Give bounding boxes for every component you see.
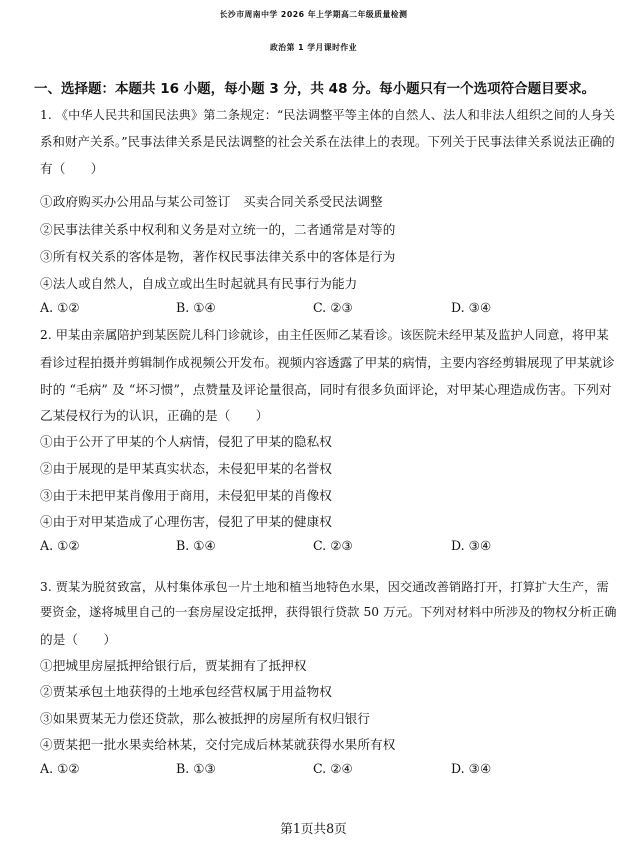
- statement-3: ③由于未把甲某肖像用于商用，未侵犯甲某的肖像权: [40, 488, 332, 503]
- statement-2: ②由于展现的是甲某真实状态，未侵犯甲某的名誉权: [40, 461, 332, 476]
- option-b: B. ①④: [176, 300, 216, 315]
- statement-4: ④贾某把一批水果卖给林某，交付完成后林某就获得水果所有权: [40, 737, 396, 752]
- question-stem-line: 看诊过程拍摄并剪辑制作成视频公开发布。视频内容透露了甲某的病情，主要内容经剪辑展现了甲某就诊: [40, 355, 615, 370]
- option-a: A. ①②: [40, 538, 80, 553]
- option-c: C. ②③: [313, 300, 353, 315]
- statement-1: ①政府购买办公用品与某公司签订 买卖合同关系受民法调整: [40, 194, 383, 209]
- question-stem-line: 时的 “毛病” 及 “坏习惯”，点赞量及评论量很高，同时有很多负面评论，对甲某心理造成伤害。下列对: [40, 382, 612, 397]
- question-stem-line: 有（ ）: [40, 161, 104, 176]
- question-stem-line: 系和财产关系。”民事法律关系是民法调整的社会关系在法律上的表现。下列关于民事法律关系说法正确的: [40, 134, 615, 149]
- statement-4: ④法人或自然人，自成立或出生时起就具有民事行为能力: [40, 276, 358, 291]
- exam-title: 长沙市周南中学 2026 年上学期高二年级质量检测: [219, 10, 408, 19]
- statement-3: ③如果贾某无力偿还贷款，那么被抵押的房屋所有权归银行: [40, 711, 371, 726]
- page-number: 第1页共8页: [280, 821, 347, 836]
- question-stem-line: 2. 甲某由亲属陪护到某医院儿科门诊就诊，由主任医师乙某看诊。该医院未经甲某及监护人同意，将甲某: [40, 328, 609, 342]
- statement-4: ④由于对甲某造成了心理伤害，侵犯了甲某的健康权: [40, 514, 332, 529]
- option-d: D. ③④: [451, 538, 492, 553]
- option-a: A. ①②: [40, 761, 80, 776]
- statement-2: ②贾某承包土地获得的土地承包经营权属于用益物权: [40, 684, 332, 699]
- option-b: B. ①③: [176, 761, 216, 776]
- exam-subtitle: 政治第 1 学月课时作业: [269, 43, 358, 52]
- option-d: D. ③④: [451, 300, 492, 315]
- statement-3: ③所有权关系的客体是物，著作权民事法律关系中的客体是行为: [40, 249, 396, 264]
- section-heading: 一、选择题：本题共 16 小题，每小题 3 分，共 48 分。每小题只有一个选项符合题目要求。: [34, 81, 596, 97]
- statement-2: ②民事法律关系中权利和义务是对立统一的，二者通常是对等的: [40, 222, 396, 237]
- question-stem-line: 3. 贾某为脱贫致富，从村集体承包一片土地和植当地特色水果，因交通改善销路打开，打算扩大生产，需: [40, 580, 609, 594]
- question-stem-line: 要资金，遂将城里自己的一套房屋设定抵押，获得银行贷款 50 万元。下列对材料中所涉及的物权分析正确: [40, 605, 617, 619]
- question-stem-line: 乙某侵权行为的认识，正确的是（ ）: [40, 408, 269, 423]
- statement-1: ①由于公开了甲某的个人病情，侵犯了甲某的隐私权: [40, 434, 332, 449]
- option-d: D. ③④: [451, 761, 492, 776]
- option-c: C. ②③: [313, 538, 353, 553]
- option-b: B. ①④: [176, 538, 216, 553]
- option-a: A. ①②: [40, 300, 80, 315]
- question-stem-line: 的是（ ）: [40, 632, 117, 647]
- question-stem-line: 1. 《中华人民共和国民法典》第二条规定：“民法调整平等主体的自然人、法人和非法人组织之间的人身关: [40, 108, 616, 122]
- option-c: C. ②④: [313, 761, 353, 776]
- statement-1: ①把城里房屋抵押给银行后，贾某拥有了抵押权: [40, 658, 307, 673]
